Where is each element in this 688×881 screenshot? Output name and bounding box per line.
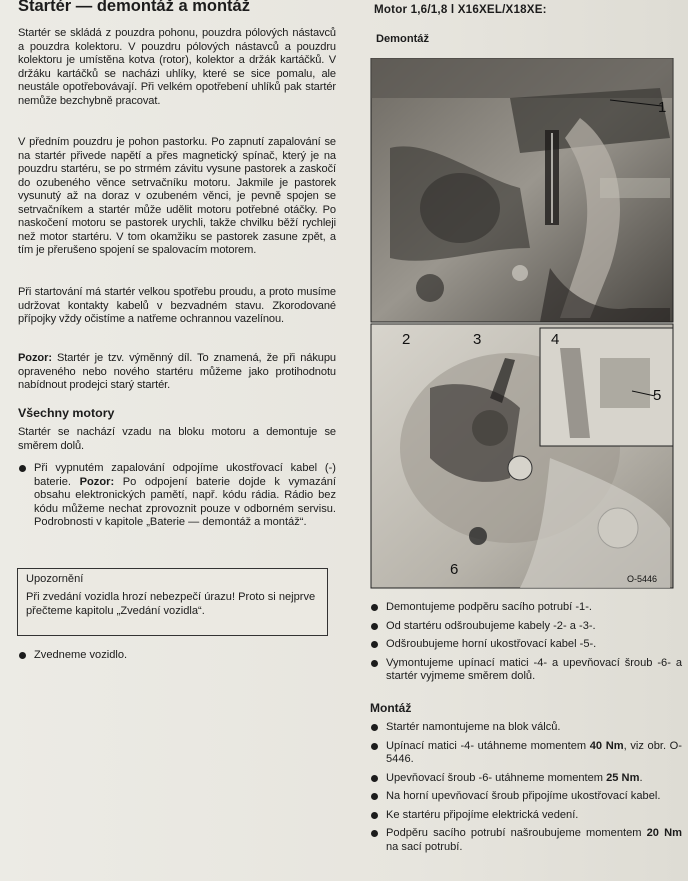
step-text-tail: , viz obr. O-5446. bbox=[386, 739, 682, 765]
list-item bbox=[370, 740, 682, 767]
bullet-icon bbox=[371, 660, 378, 667]
intro-paragraph: Startér se skládá z pouzdra pohonu, pouzdra pólových nástavců a pouzdra kolektoru. V pouzdru pólových nástavců a pouzdru kolektoru je umístěna kotva (rotor), kolektor a držák kartáčků. V držáku kartáčků se nacházi uhlíky, které se sice pomalu, ale neustále opotřebovávají. Při velkém opotřebení uhlíků pak startér nemůže bezchybně pracovat. bbox=[18, 27, 336, 107]
bullet-lead: Pozor: bbox=[79, 475, 115, 488]
page-title: Startér — demontáž a montáž bbox=[18, 0, 250, 15]
caution-paragraph bbox=[18, 352, 336, 393]
list-item bbox=[370, 638, 682, 652]
step-text: Demontujeme podpěru sacího potrubí -1-. bbox=[386, 601, 592, 613]
torque-value: 25 Nm bbox=[606, 771, 640, 784]
warning-text: Při zvedání vozidla hrozí nebezpečí úrazu! Proto si nejprve přečteme kapitolu „Zvedání vozidla“. bbox=[26, 591, 316, 617]
label-6: 6 bbox=[450, 561, 459, 578]
list-item bbox=[370, 601, 682, 615]
step-text: Startér namontujeme na blok válců. bbox=[386, 721, 561, 733]
bullet-icon bbox=[371, 830, 378, 837]
caution-text: Startér je tzv. výměnný díl. To znamená, že při nákupu opraveného nebo nového startéru můžeme jako protihodnotu nabídnout prodejci starý startér. bbox=[18, 352, 336, 391]
step-text: Na horní upevňovací šroub připojíme ukostřovací kabel. bbox=[386, 790, 661, 802]
section-heading: Všechny motory bbox=[18, 406, 115, 420]
bullet-text-a: Při vypnutém zapalování odpojíme ukostřovací kabel (-) baterie. bbox=[34, 462, 336, 488]
engine-heading: Motor 1,6/1,8 l X16XEL/X18XE: bbox=[374, 3, 547, 16]
warning-box bbox=[17, 568, 328, 636]
lift-step-list bbox=[18, 649, 336, 668]
step-text: Od startéru odšroubujeme kabely -2- a -3-. bbox=[386, 619, 596, 632]
list-item bbox=[18, 649, 336, 663]
torque-value: 20 Nm bbox=[646, 827, 682, 839]
bullet-text: Zvedneme vozidlo. bbox=[34, 649, 128, 661]
list-item bbox=[370, 721, 682, 735]
caution-lead: Pozor: bbox=[18, 352, 52, 364]
montaz-heading: Montáž bbox=[370, 701, 412, 715]
bullet-icon bbox=[371, 743, 378, 750]
starter-figure bbox=[370, 58, 676, 590]
step-text: Ke startéru připojíme elektrická vedení. bbox=[386, 808, 579, 821]
bullet-icon bbox=[19, 465, 26, 472]
lower-photo bbox=[371, 324, 673, 588]
label-1: 1 bbox=[658, 99, 667, 116]
step-text: Upevňovací šroub -6- utáhneme momentem bbox=[386, 771, 607, 784]
list-item bbox=[370, 620, 682, 634]
battery-step-list bbox=[18, 462, 336, 535]
bullet-icon bbox=[371, 641, 378, 648]
upper-photo bbox=[371, 58, 673, 322]
step-text: Podpěru sacího potrubí našroubujeme momentem bbox=[386, 827, 647, 839]
label-2: 2 bbox=[402, 331, 411, 348]
list-item bbox=[370, 809, 682, 823]
step-text: Odšroubujeme horní ukostřovací kabel -5-. bbox=[386, 638, 597, 650]
bullet-icon bbox=[371, 724, 378, 731]
step-text: Vymontujeme upínací matici -4- a upevňovací šroub -6- a startér vyjmeme směrem dolů. bbox=[386, 656, 682, 682]
step-text: Upínací matici -4- utáhneme momentem bbox=[386, 739, 590, 752]
list-item bbox=[18, 462, 336, 530]
step-text-tail: na sací potrubí. bbox=[386, 840, 463, 853]
bullet-icon bbox=[371, 812, 378, 819]
bullet-icon bbox=[371, 793, 378, 800]
list-item bbox=[370, 827, 682, 854]
torque-value: 40 Nm bbox=[589, 739, 624, 752]
list-item bbox=[370, 790, 682, 804]
step-text-tail: . bbox=[639, 771, 643, 784]
bullet-icon bbox=[371, 604, 378, 611]
demontaz-label: Demontáž bbox=[376, 33, 430, 45]
location-paragraph: Startér se nachází vzadu na bloku motoru a demontuje se směrem dolů. bbox=[18, 426, 336, 452]
label-4: 4 bbox=[551, 331, 560, 348]
list-item bbox=[370, 772, 682, 786]
pinion-paragraph: V předním pouzdru je pohon pastorku. Po zapnutí zapalování se na startér přivede napětí a přes magnetický spínač, který je na pouzdru startéru, se po strmém závitu vysune pastorek a zaskočí do ozubeného věnce setrvačníku motoru. Jakmile je pastorek vysunutý až na doraz v ozubeném věnci, je pevně spojen se setrvačníkem a startér může udělit motoru potřebné otáčky. Po naskočení motoru se pastorek urychli, takže chvilku běží rychleji než motor startéru. V tom okamžiku se pastorek zasune zpět, a tím je přerušeno spojení se spalovacím motorem. bbox=[18, 136, 336, 256]
bullet-icon bbox=[19, 652, 26, 659]
current-paragraph: Při startování má startér velkou spotřebu proudu, a proto musíme udržovat kontakty kabelů v bezvadném stavu. Zkorodované přípojky vždy očistíme a natřeme ochrannou vazelínou. bbox=[18, 286, 336, 325]
montaz-step-list bbox=[370, 721, 682, 859]
list-item bbox=[370, 657, 682, 684]
demontaz-step-list bbox=[370, 601, 682, 689]
bullet-text-b: Po odpojení baterie dojde k vymazání obsahu elektronických pamětí, např. kódu rádia. Rádio bez kódu můžeme nechat zprovoznit pouze v odborném servisu. Podrobnosti v kapitole „Baterie — demontáž a montáž“. bbox=[34, 475, 337, 528]
warning-title: Upozornění bbox=[26, 573, 84, 585]
bullet-icon bbox=[371, 775, 378, 782]
figure-code: O-5446 bbox=[627, 574, 658, 584]
label-3: 3 bbox=[473, 331, 482, 348]
label-5: 5 bbox=[653, 387, 662, 404]
bullet-icon bbox=[371, 623, 378, 630]
